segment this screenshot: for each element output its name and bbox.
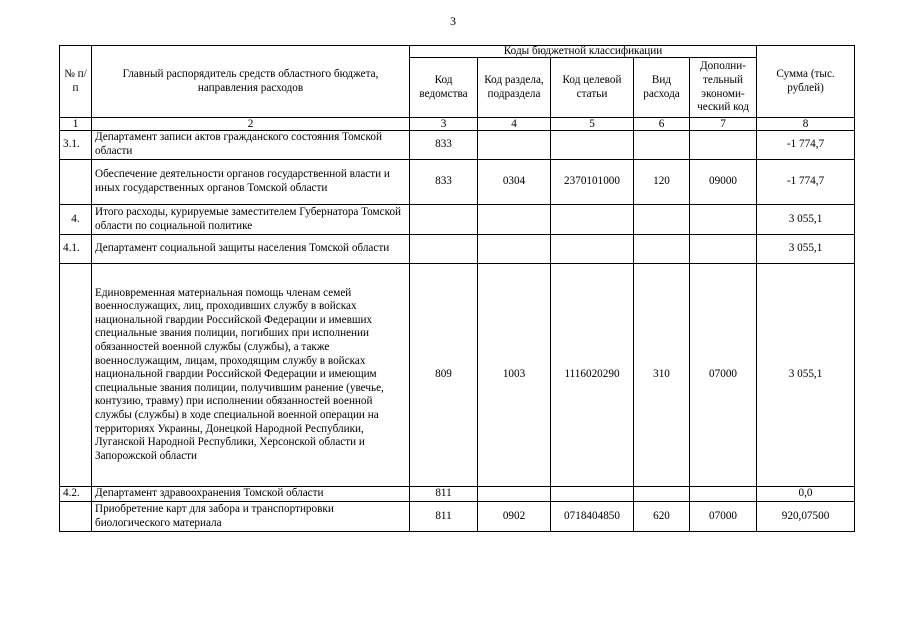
row-section-code [478,235,551,264]
row-no: 4. [60,205,92,235]
row-extra-code [690,131,757,160]
header-dept-code: Код ведомства [410,58,478,118]
header-codes-group: Коды бюджетной классификации [410,46,757,58]
row-section-code [478,205,551,235]
row-target-code [551,131,634,160]
row-target-code [551,235,634,264]
row-sum: -1 774,7 [757,131,855,160]
row-no [60,160,92,205]
table-row [60,205,855,235]
row-target-code [551,487,634,502]
row-target-code: 0718404850 [551,502,634,532]
row-section-code: 1003 [478,264,551,487]
row-expense-type: 310 [634,264,690,487]
row-target-code: 2370101000 [551,160,634,205]
row-no: 3.1. [60,131,92,160]
column-numbers-row [60,118,855,131]
row-name: Итого расходы, курируемые заместителем Губернатора Томской области по социальной политике [92,205,410,235]
row-target-code: 1116020290 [551,264,634,487]
column-number: 1 [60,118,92,131]
header-row-group [60,46,855,58]
header-expense-type: Вид расхода [634,58,690,118]
table-row [60,502,855,532]
row-section-code: 0902 [478,502,551,532]
row-dept-code: 833 [410,160,478,205]
row-target-code [551,205,634,235]
row-section-code [478,487,551,502]
table-row [60,235,855,264]
table-row [60,160,855,205]
row-dept-code: 809 [410,264,478,487]
column-number: 4 [478,118,551,131]
page-number: 3 [450,14,456,28]
header-target-code: Код целевой статьи [551,58,634,118]
row-sum: 0,0 [757,487,855,502]
row-expense-type [634,487,690,502]
row-expense-type [634,235,690,264]
row-no: 4.1. [60,235,92,264]
row-name: Приобретение карт для забора и транспортировки биологического материала [92,502,410,532]
row-no [60,264,92,487]
row-sum: 3 055,1 [757,235,855,264]
row-section-code [478,131,551,160]
row-extra-code: 07000 [690,264,757,487]
row-extra-code [690,205,757,235]
row-expense-type [634,205,690,235]
row-dept-code [410,235,478,264]
header-extra-code: Дополни-тельный экономи-ческий код [690,58,757,118]
header-no: № п/п [60,46,92,118]
table-row [60,264,855,487]
row-extra-code: 07000 [690,502,757,532]
column-number: 8 [757,118,855,131]
row-name: Департамент записи актов гражданского состояния Томской области [92,131,410,160]
row-sum: 3 055,1 [757,205,855,235]
header-main-manager: Главный распорядитель средств областного бюджета, направления расходов [92,46,410,118]
column-number: 3 [410,118,478,131]
row-name: Департамент социальной защиты населения Томской области [92,235,410,264]
row-no [60,502,92,532]
table-row [60,487,855,502]
row-section-code: 0304 [478,160,551,205]
row-sum: -1 774,7 [757,160,855,205]
table-row [60,131,855,160]
column-number: 6 [634,118,690,131]
row-dept-code: 811 [410,502,478,532]
column-number: 2 [92,118,410,131]
row-sum: 920,07500 [757,502,855,532]
row-dept-code [410,205,478,235]
column-number: 5 [551,118,634,131]
row-name: Департамент здравоохранения Томской области [92,487,410,502]
row-name: Обеспечение деятельности органов государственной власти и иных государственных органов Томской области [92,160,410,205]
row-no: 4.2. [60,487,92,502]
header-section-code: Код раздела, подраздела [478,58,551,118]
row-extra-code: 09000 [690,160,757,205]
row-extra-code [690,487,757,502]
column-number: 7 [690,118,757,131]
row-name: Единовременная материальная помощь членам семей военнослужащих, лиц, проходивших службу в войсках национальной гвардии Российской Федерации и имевших специальные звания полиции, погибших при исполнении обязанностей военной службы (службы), а также военнослужащим, лицам, проходящим службу в войсках национальной гвардии Российской Федерации и имеющим специальные звания полиции, получившим ранение (увечье, контузию, травму) при исполнении обязанностей военной службы (службы) в ходе специальной военной операции на территориях Украины, Донецкой Народной Республики, Луганской Народной Республики, Херсонской области и Запорожской области [92,264,410,487]
header-sum: Сумма (тыс. рублей) [757,46,855,118]
budget-table [59,45,855,532]
row-extra-code [690,235,757,264]
row-sum: 3 055,1 [757,264,855,487]
row-dept-code: 833 [410,131,478,160]
row-expense-type: 620 [634,502,690,532]
row-expense-type: 120 [634,160,690,205]
row-dept-code: 811 [410,487,478,502]
row-expense-type [634,131,690,160]
